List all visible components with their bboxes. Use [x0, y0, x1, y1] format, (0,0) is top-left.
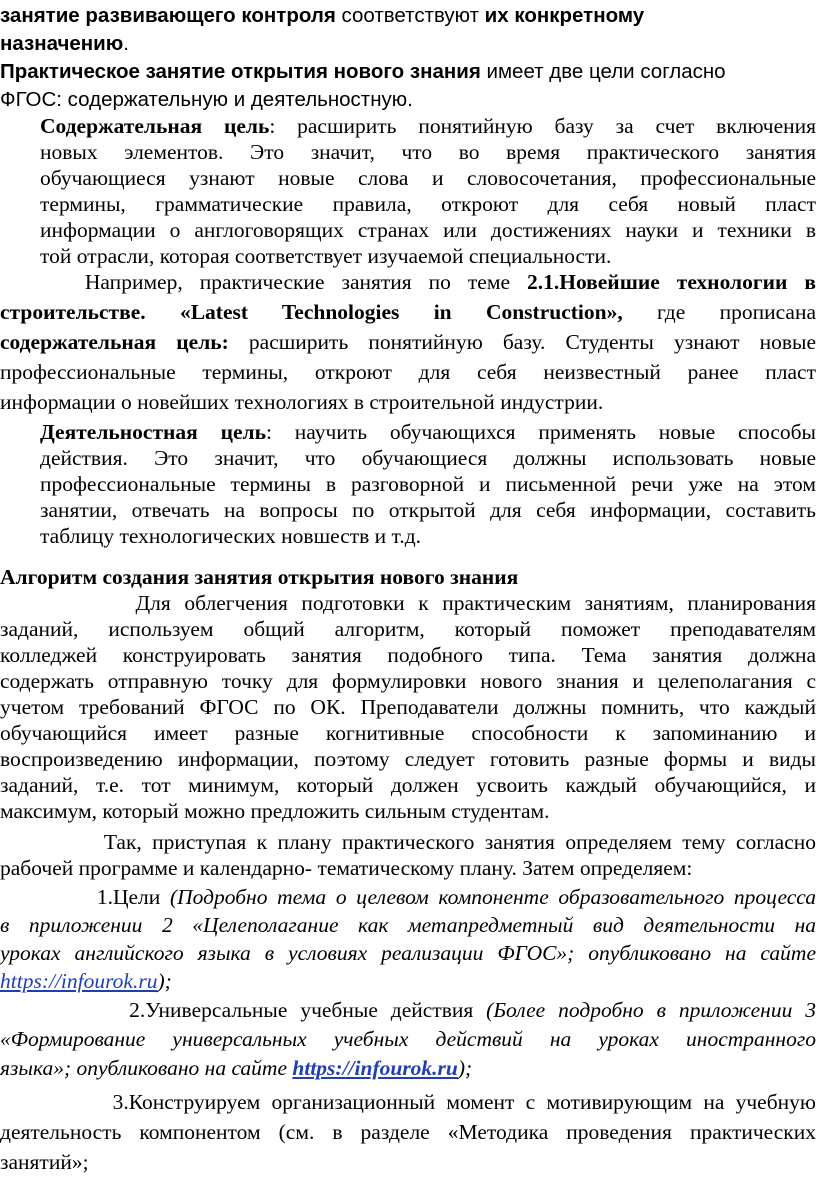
line-38	[0, 1025, 816, 1053]
text-run: воспроизведению информации, поэтому следует готовить разные формы и виды	[0, 747, 816, 771]
section-heading	[0, 563, 816, 591]
line-37	[0, 996, 816, 1024]
text-run: их конкретному	[484, 4, 645, 27]
line-33	[0, 883, 816, 911]
line-7	[40, 164, 816, 192]
line-19	[40, 496, 816, 524]
line-24	[0, 641, 816, 669]
text-run: обучающийся имеет разные когнитивные способности к запоминанию и	[0, 721, 816, 745]
line-35	[0, 939, 816, 967]
text-run: 2.1.Новейшие технологии в	[526, 270, 816, 294]
text-run: имеет две цели согласно	[480, 60, 726, 83]
line-22	[0, 589, 816, 617]
line-12	[0, 298, 816, 326]
text-run: (Подробно тема о целевом компоненте образовательного процесса	[169, 885, 816, 909]
text-run: строительстве. «Latest Technologies in Construction»,	[0, 300, 623, 324]
text-run: расширить понятийную базу. Студенты узнают новые	[228, 330, 816, 354]
text-run: уроках английского языка в условиях реализации ФГОС»; опубликовано на сайте	[0, 941, 816, 965]
text-run: ФГОС: содержательную и деятельностную.	[0, 88, 413, 111]
text-run: соответствуют	[335, 4, 485, 27]
infourok-link[interactable]: https://infourok.ru	[0, 969, 158, 993]
text-run: занятие развивающего контроля	[0, 4, 336, 27]
text-run: занятий»;	[0, 1150, 89, 1174]
text-run: заданий, т.е. тот минимум, который должен усвоить каждый обучающийся, и	[0, 773, 816, 797]
text-run: );	[457, 1056, 473, 1080]
text-run: языка»; опубликовано на сайте	[0, 1056, 293, 1080]
text-run: занятии, отвечать на вопросы по открытой для себя информации, составить	[40, 498, 816, 522]
text-run: Практическое занятие открытия нового знания	[0, 60, 481, 83]
line-26	[0, 693, 816, 721]
line-5	[40, 112, 816, 140]
text-run: назначению	[0, 32, 124, 55]
text-run: Алгоритм создания занятия открытия нового знания	[0, 565, 519, 589]
line-23	[0, 615, 816, 643]
line-18	[40, 470, 816, 498]
line-10	[40, 242, 816, 270]
line-14	[0, 358, 816, 386]
line-3	[0, 58, 816, 86]
text-run: 3.Конструируем организационный момент с мотивирующим на учебную	[0, 1090, 816, 1114]
text-run: учетом требований ФГОС по ОК. Преподаватели должны помнить, что каждый	[0, 695, 816, 719]
infourok-link[interactable]: https://infourok.ru	[292, 1056, 458, 1080]
text-run: в приложении 2 «Целеполагание как метапредметный вид деятельности на	[0, 913, 816, 937]
text-run: таблицу технологических новшеств и т.д.	[40, 524, 422, 548]
text-run: информации о англоговорящих странах или достижениях науки и техники в	[40, 218, 816, 242]
text-run: Так, приступая к плану практического занятия определяем тему согласно	[0, 830, 816, 854]
text-run: новых элементов. Это значит, что во время практического занятия	[40, 140, 816, 164]
text-run: содержательная цель:	[0, 330, 229, 354]
line-4	[0, 86, 816, 114]
line-31	[0, 828, 816, 856]
text-run: : расширить понятийную базу за счет включения	[269, 114, 816, 138]
text-run: обучающиеся узнают новые слова и словосочетания, профессиональные	[40, 166, 816, 190]
text-run: деятельность компонентом (см. в разделе «Методика проведения практических	[0, 1120, 816, 1144]
line-11	[0, 268, 816, 296]
line-39	[0, 1054, 816, 1082]
text-run: содержать отправную точку для формулировки нового знания и целеполагания с	[0, 669, 816, 693]
line-17	[40, 444, 816, 472]
line-30	[0, 797, 816, 825]
line-13	[0, 328, 816, 356]
line-16	[40, 418, 816, 446]
line-36	[0, 967, 816, 995]
text-run: «Формирование универсальных учебных действий на уроках иностранного	[0, 1027, 816, 1051]
line-34	[0, 911, 816, 939]
text-run: той отрасли, которая соответствует изучаемой специальности.	[40, 244, 612, 268]
text-run: профессиональные термины, откроют для себя неизвестный ранее пласт	[0, 360, 816, 384]
text-run: 1.Цели	[0, 885, 170, 909]
line-28	[0, 745, 816, 773]
text-run: максимум, который можно предложить сильным студентам.	[0, 799, 550, 823]
line-2	[0, 30, 816, 58]
line-25	[0, 667, 816, 695]
text-run: Содержательная цель	[40, 114, 270, 138]
text-run: термины, грамматические правила, откроют для себя новый пласт	[40, 192, 816, 216]
text-run: Например, практические занятия по теме	[0, 270, 527, 294]
text-run: Для облегчения подготовки к практическим занятиям, планирования	[0, 591, 816, 615]
text-run: информации о новейших технологиях в строительной индустрии.	[0, 390, 604, 414]
line-15	[0, 388, 816, 416]
line-41	[0, 1118, 816, 1146]
line-8	[40, 190, 816, 218]
line-20	[40, 522, 816, 550]
text-run: профессиональные термины в разговорной и письменной речи уже на этом	[40, 472, 816, 496]
line-42	[0, 1148, 816, 1176]
line-9	[40, 216, 816, 244]
text-run: действия. Это значит, что обучающиеся должны использовать новые	[40, 446, 816, 470]
line-40	[0, 1088, 816, 1116]
text-run: колледжей конструировать занятия подобного типа. Тема занятия должна	[0, 643, 816, 667]
text-run: заданий, используем общий алгоритм, который поможет преподавателям	[0, 617, 816, 641]
line-29	[0, 771, 816, 799]
text-run: : научить обучающихся применять новые способы	[265, 420, 816, 444]
line-1	[0, 2, 816, 30]
line-6	[40, 138, 816, 166]
text-run: .	[123, 32, 129, 55]
text-run: (Более подробно в приложении 3	[486, 998, 816, 1022]
text-run: рабочей программе и календарно- тематическому плану. Затем определяем:	[0, 856, 693, 880]
text-run: 2.Универсальные учебные действия	[0, 998, 487, 1022]
text-run: где прописана	[622, 300, 816, 324]
text-run: Деятельностная цель	[40, 420, 266, 444]
line-32	[0, 854, 816, 882]
text-run: );	[157, 969, 172, 993]
line-27	[0, 719, 816, 747]
